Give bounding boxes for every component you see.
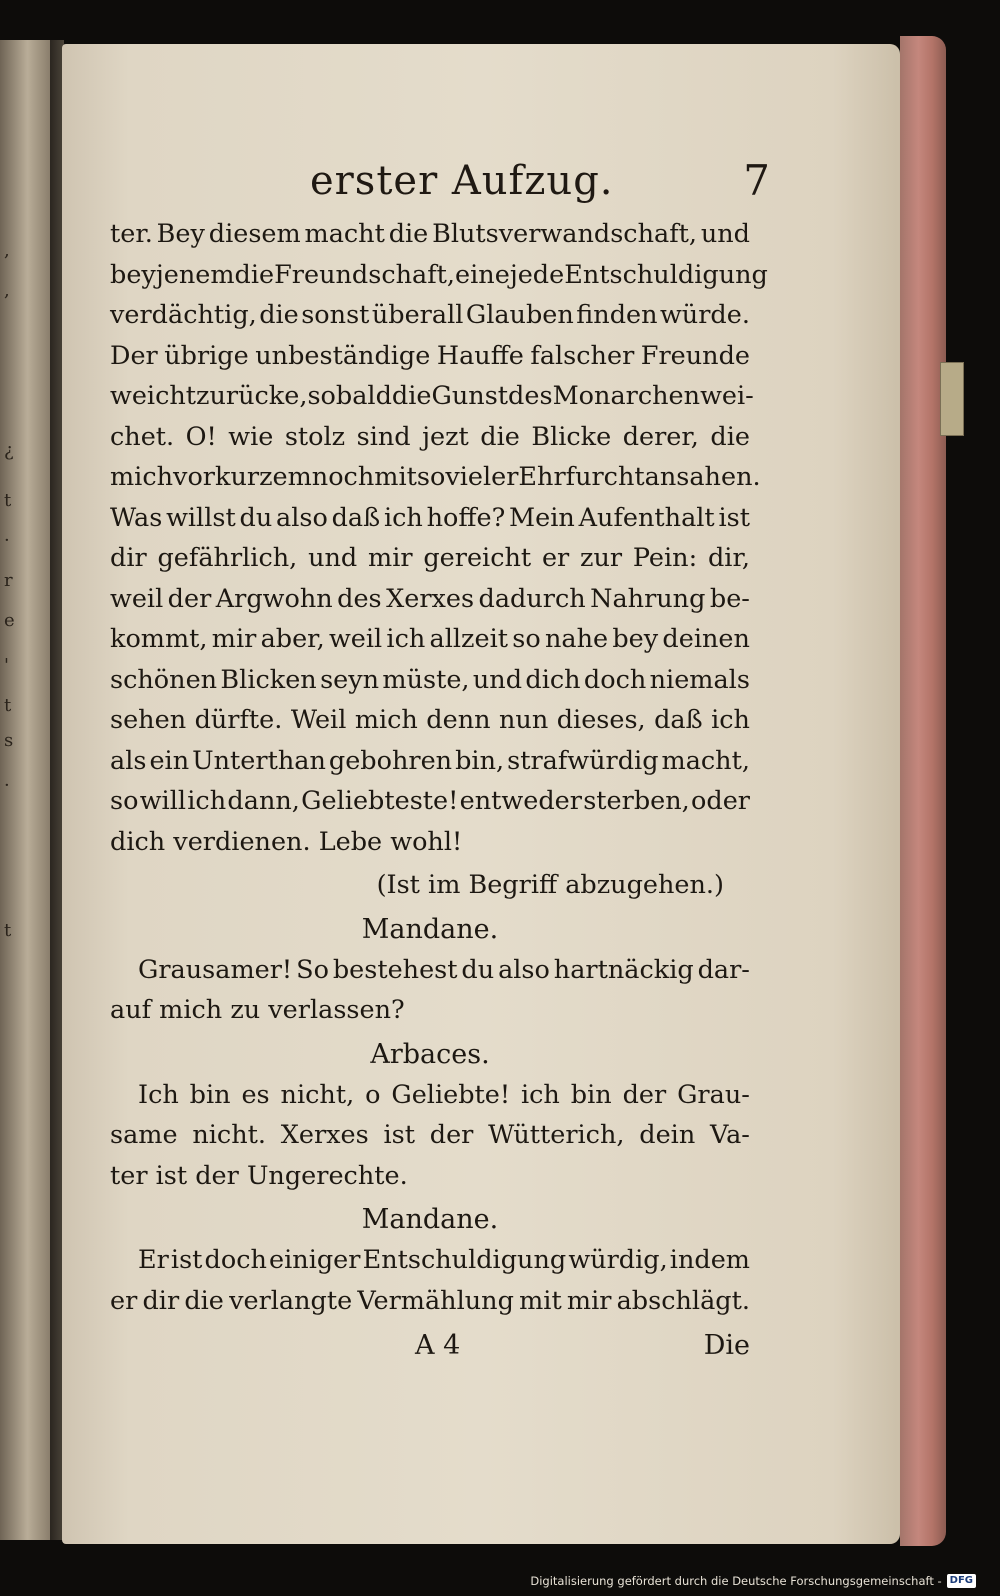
credit-text: Digitalisierung gefördert durch die Deutsche Forschungsgemeinschaft - <box>530 1574 942 1588</box>
stage-direction: (Ist im Begriff abzugehen.) <box>376 870 724 900</box>
speaker-name: Arbaces. <box>370 1038 490 1070</box>
text-line: dir gefährlich, und mir gereicht er zur Pein: dir, <box>110 543 750 573</box>
text-line: Was willst du also daß ich hoffe? Mein Aufenthalt ist <box>110 502 750 533</box>
text-line: auf mich zu verlassen? <box>110 995 405 1025</box>
facing-page-mark: t <box>4 920 12 941</box>
facing-page-mark: , <box>4 240 10 261</box>
text-line: dich verdienen. Lebe wohl! <box>110 826 463 857</box>
facing-page-mark: · <box>4 775 10 796</box>
text-line: weil der Argwohn des Xerxes dadurch Nahrung be- <box>110 583 750 614</box>
text-line: schönen Blicken seyn müste, und dich doch niemals <box>110 664 750 695</box>
text-line: ter ist der Ungerechte. <box>110 1160 408 1191</box>
text-line: same nicht. Xerxes ist der Wütterich, dein Va- <box>110 1120 750 1150</box>
facing-page-mark: s <box>4 730 14 751</box>
page-number: 7 <box>743 156 770 205</box>
facing-page-mark: · <box>4 530 10 551</box>
text-line: Ich bin es nicht, o Geliebte! ich bin der Grau- <box>138 1079 750 1110</box>
facing-page-mark: ¿ <box>4 440 14 461</box>
text-line: Er ist doch einiger Entschuldigung würdig, indem <box>138 1245 750 1275</box>
signature-mark: A 4 <box>415 1330 461 1361</box>
facing-page-mark: t <box>4 695 12 716</box>
text-line: als ein Unterthan gebohren bin, strafwürdig macht, <box>110 745 750 776</box>
text-line: weicht zurücke, so bald die Gunst des Monarchen wei- <box>110 381 754 411</box>
page-body <box>110 214 768 1321</box>
text-line: kommt, mir aber, weil ich allzeit so nahe bey deinen <box>110 624 750 654</box>
text-line: Der übrige unbeständige Hauffe falscher Freunde <box>110 340 750 371</box>
page-header <box>310 158 770 208</box>
facing-page-mark: ' <box>4 655 9 676</box>
facing-page-mark: r <box>4 570 13 591</box>
facing-page-mark: , <box>4 280 10 301</box>
text-line: er dir die verlangte Vermählung mit mir abschlägt. <box>110 1285 750 1316</box>
text-line: Grausamer! So bestehest du also hartnäckig dar- <box>138 954 750 985</box>
facing-page-mark: t <box>4 490 12 511</box>
digitization-credit <box>530 1572 976 1590</box>
page-footer <box>110 1330 750 1370</box>
catchword: Die <box>703 1330 750 1361</box>
speaker-name: Mandane. <box>361 1204 499 1235</box>
dfg-logo-icon: DFG <box>947 1574 976 1588</box>
running-title: erster Aufzug. <box>310 158 614 204</box>
facing-page-mark: e <box>4 610 15 631</box>
text-line: bey jenem die Freundschaft, eine jede Entschuldigung <box>110 259 768 290</box>
bookmark-tab <box>940 362 964 436</box>
text-line: ter. Bey diesem macht die Blutsverwandschaft, und <box>110 219 750 249</box>
text-line: chet. O! wie stolz sind jezt die Blicke derer, die <box>110 421 750 452</box>
speaker-name: Mandane. <box>361 913 499 945</box>
text-line: so will ich dann, Geliebteste! entweder sterben, oder <box>110 786 750 816</box>
text-line: sehen dürfte. Weil mich denn nun dieses, daß ich <box>110 705 750 735</box>
facing-page-edge <box>0 40 50 1540</box>
text-line: verdächtig, die sonst überall Glauben finden würde. <box>110 300 750 330</box>
page-block-edge <box>900 36 946 1546</box>
text-line: mich vor kurzem noch mit so vieler Ehrfurcht ansahen. <box>110 462 761 492</box>
